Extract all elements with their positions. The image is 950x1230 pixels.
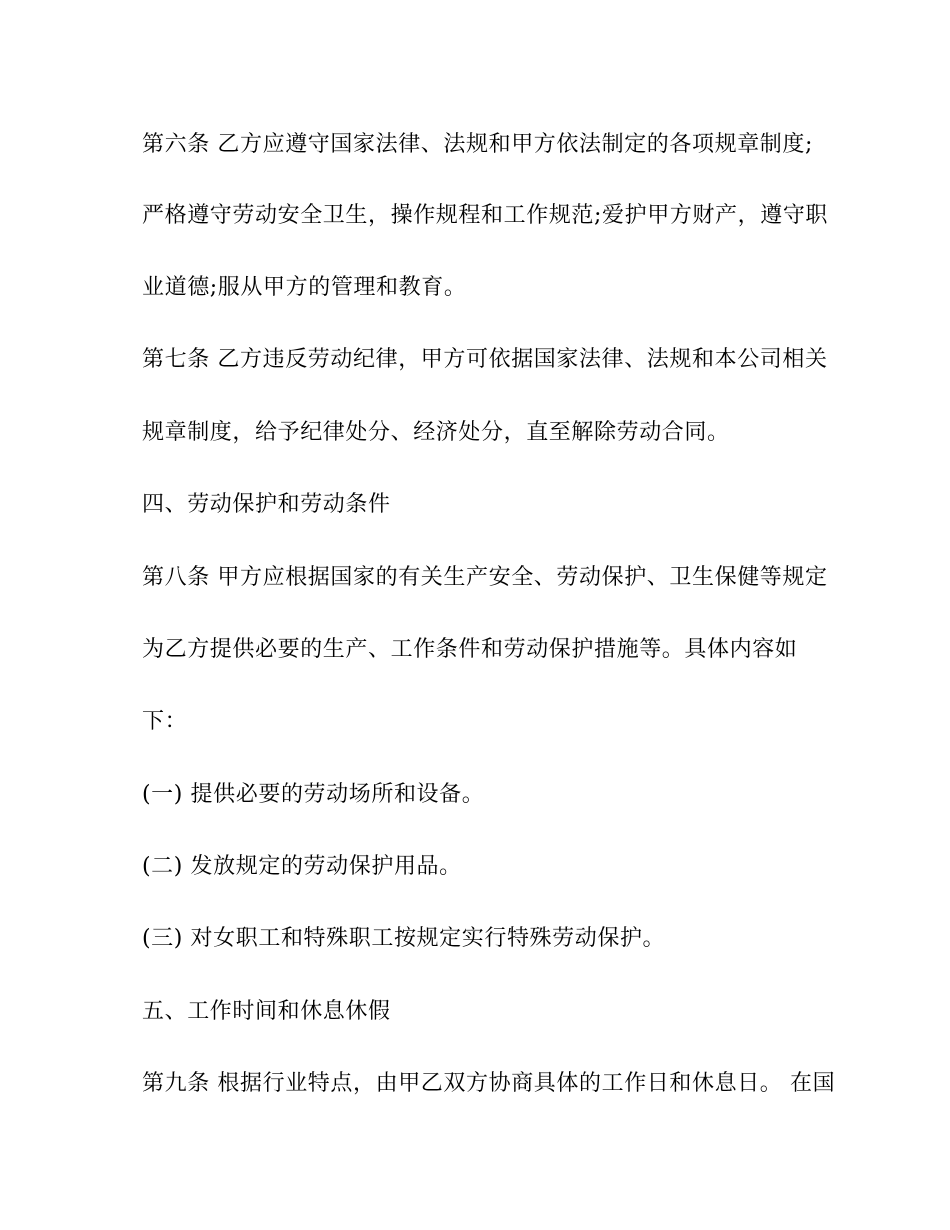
- article-6-line-2: 严格遵守劳动安全卫生，操作规程和工作规范;爱护甲方财产，遵守职: [142, 203, 829, 228]
- section-4-heading: 四、劳动保护和劳动条件: [142, 492, 391, 517]
- list-item-3: (三) 对女职工和特殊职工按规定实行特殊劳动保护。: [142, 926, 666, 951]
- article-8-line-1: 第八条 甲方应根据国家的有关生产安全、劳动保护、卫生保健等规定: [142, 565, 828, 590]
- article-6-line-3: 业道德;服从甲方的管理和教育。: [142, 275, 467, 300]
- article-9-line-1: 第九条 根据行业特点，由甲乙双方协商具体的工作日和休息日。 在国: [142, 1071, 836, 1096]
- list-item-2: (二) 发放规定的劳动保护用品。: [142, 854, 462, 879]
- article-8-line-2: 为乙方提供必要的生产、工作条件和劳动保护措施等。具体内容如: [142, 637, 798, 662]
- article-7-line-2: 规章制度，给予纪律处分、经济处分，直至解除劳动合同。: [142, 420, 730, 445]
- article-7-line-1: 第七条 乙方违反劳动纪律，甲方可依据国家法律、法规和本公司相关: [142, 347, 828, 372]
- article-8-line-3: 下：: [142, 709, 188, 734]
- section-5-heading: 五、工作时间和休息休假: [142, 999, 391, 1024]
- list-item-1: (一) 提供必要的劳动场所和设备。: [142, 782, 485, 807]
- article-6-line-1: 第六条 乙方应遵守国家法律、法规和甲方依法制定的各项规章制度;: [142, 132, 814, 157]
